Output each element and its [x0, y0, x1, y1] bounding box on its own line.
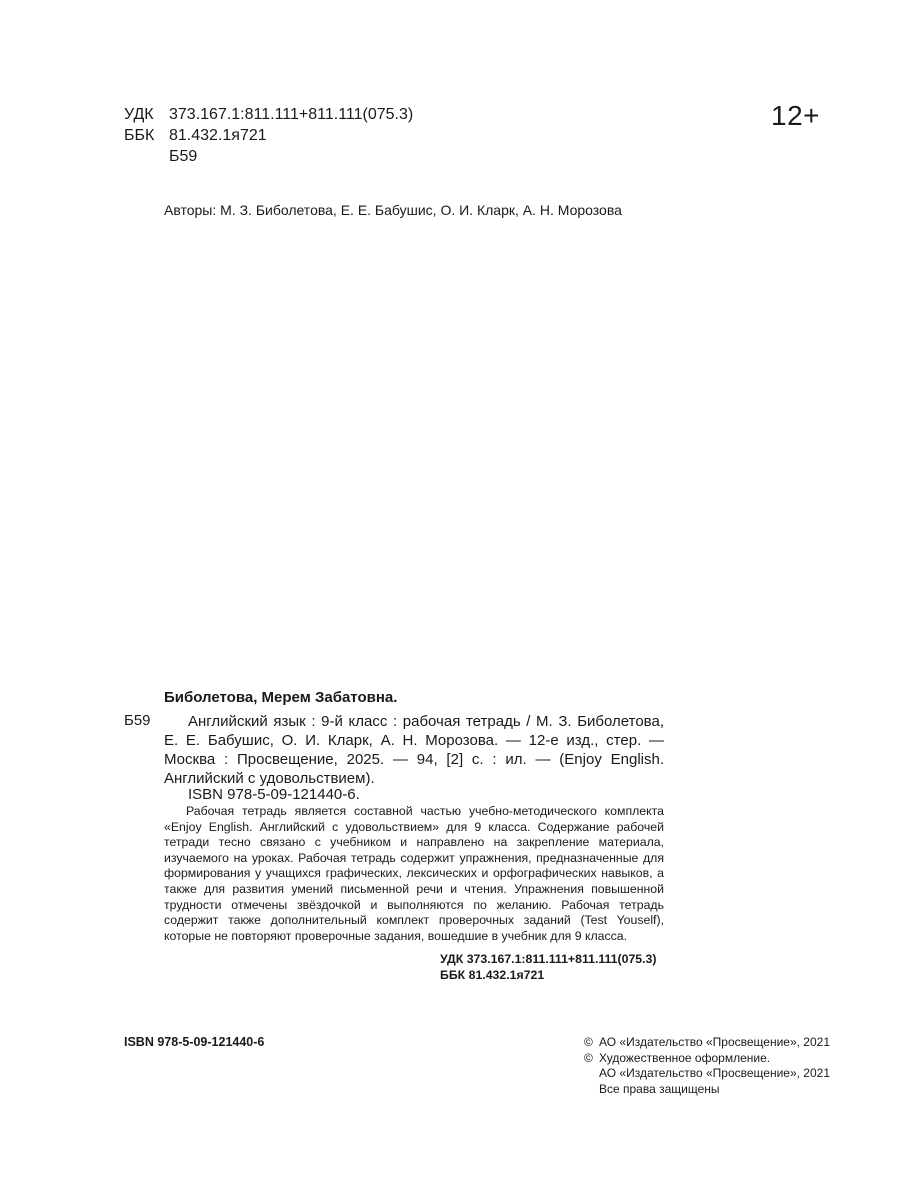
card-description: Английский язык : 9-й класс : рабочая тетрадь / М. З. Биболетова, Е. Е. Бабушис, О. И. Кларк, А. Н. Морозова. — 12-е изд., стер. — Москва : Просвещение, 2025. — 94, [2] с. : ил. — (Enjoy English. Английский с удовольствием).: [164, 713, 664, 787]
bbk-label: ББК: [124, 127, 155, 144]
copyright-icon: ©: [584, 1050, 593, 1065]
card-udk: УДК 373.167.1:811.111+811.111(075.3): [440, 952, 657, 966]
udk-row: [124, 104, 413, 125]
age-rating: 12+: [771, 100, 820, 131]
copyright-line-3: АО «Издательство «Просвещение», 2021: [599, 1066, 831, 1080]
card-code: Б59: [124, 712, 151, 729]
bbk-row: [124, 125, 413, 146]
card-isbn: ISBN 978-5-09-121440-6.: [188, 786, 360, 803]
card-abstract: Рабочая тетрадь является составной частью учебно-методического комплекта «Enjoy English. Английский с удовольствием» для 9 класса. Содержание рабочей тетради тесно связано с учебником и направлено на закрепление материала, изучаемого на уроках. Рабочая тетрадь содержит упражнения, предназначенные для формирования у учащихся графических, лексических и орфографических навыков, а также для развития умений письменной речи и чтения. Упражнения повышенной трудности отмечены звёздочкой и выполняются по желанию. Рабочая тетрадь содержит также дополнительный комплект проверочных заданий (Test Youself), которые не повторяют проверочные задания, вошедшие в учебник для 9 класса.: [164, 804, 664, 943]
rights-reserved: Все права защищены: [599, 1081, 720, 1096]
card-codes: [440, 952, 656, 983]
footer-isbn: ISBN 978-5-09-121440-6: [124, 1035, 265, 1049]
classification-block: [124, 104, 413, 167]
udk-label: УДК: [124, 106, 154, 123]
author-mark-row: [124, 146, 413, 167]
author-mark: Б59: [169, 148, 198, 165]
authors-line: Авторы: М. З. Биболетова, Е. Е. Бабушис, О. И. Кларк, А. Н. Морозова: [164, 202, 622, 218]
card-heading: Биболетова, Мерем Забатовна.: [164, 689, 398, 706]
copyright-icon: ©: [584, 1035, 593, 1049]
bbk-value: 81.432.1я721: [169, 127, 267, 144]
copyright-line-2: Художественное оформление.: [599, 1050, 771, 1065]
card-bbk: ББК 81.432.1я721: [440, 967, 545, 982]
copyright-block: [584, 1035, 830, 1097]
copyright-line-1: АО «Издательство «Просвещение», 2021: [599, 1035, 831, 1049]
udk-value: 373.167.1:811.111+811.111(075.3): [169, 106, 414, 123]
